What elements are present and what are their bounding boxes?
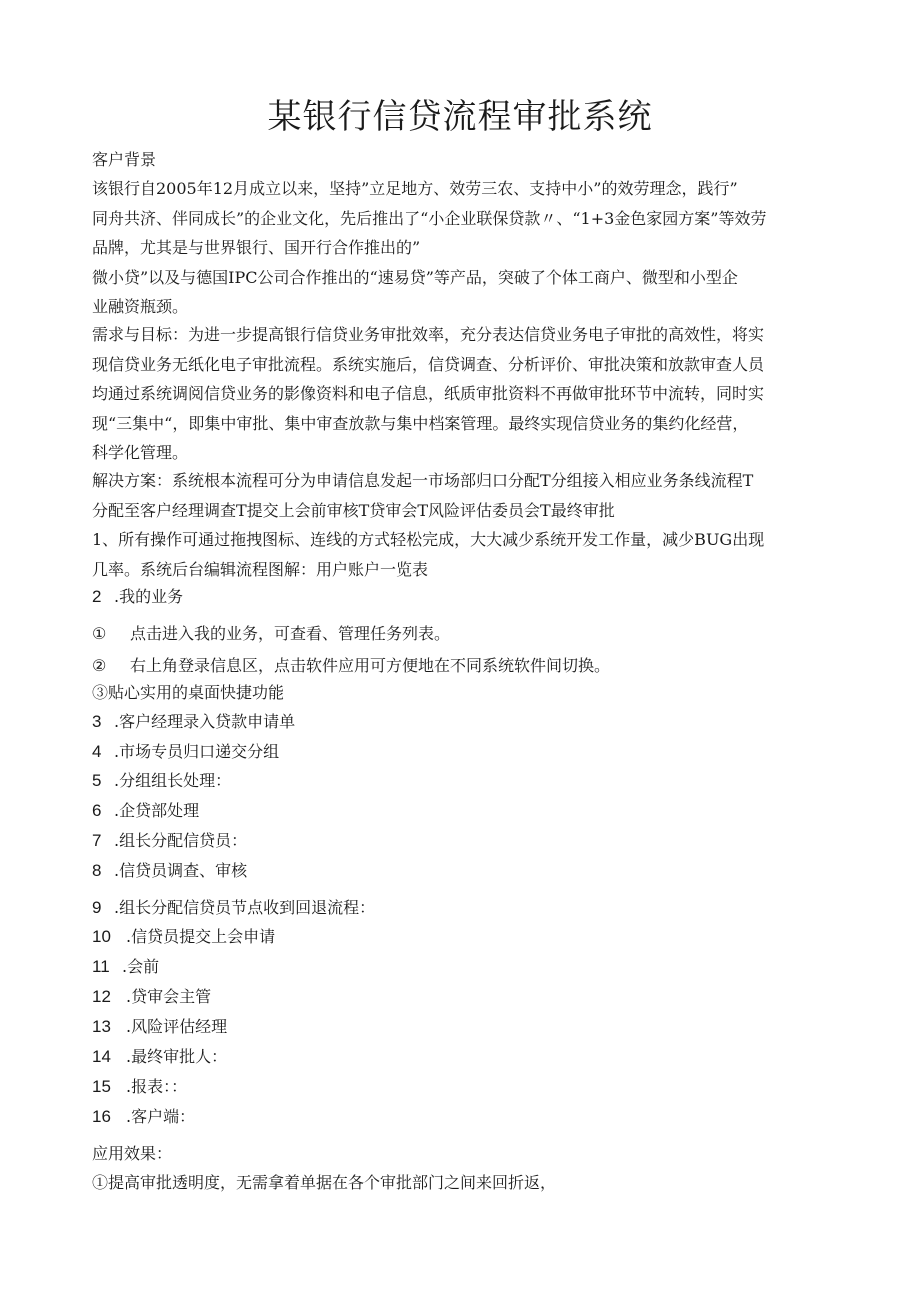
text-line: 均通过系统调阅信贷业务的影像资料和电子信息，纸质审批资料不再做审批环节中流转，同时实 bbox=[92, 384, 765, 403]
text-line: 该银行自2005年12月成立以来，坚持”立足地方、效劳三农、支持中小”的效劳理念，践行” bbox=[92, 179, 738, 198]
paragraph-solution bbox=[92, 466, 832, 525]
list-item: 8 .信贷员调查、审核 bbox=[92, 861, 248, 880]
text-line: 需求与目标：为进一步提高银行信贷业务审批效率，充分表达信贷业务电子审批的高效性，将实 bbox=[92, 325, 765, 344]
list-item: 9 .组长分配信贷员节点收到回退流程： bbox=[92, 898, 376, 917]
list-item: 13 .风险评估经理 bbox=[92, 1017, 228, 1036]
paragraph-requirements bbox=[92, 320, 832, 468]
text-line: 分配至客户经理调查T提交上会前审核T贷审会T风险评估委员会T最终审批 bbox=[92, 500, 615, 520]
text-line: 业融资瓶颈。 bbox=[92, 297, 189, 316]
text-line: 解决方案：系统根本流程可分为申请信息发起一市场部归口分配T分组接入相应业务条线流程T bbox=[92, 471, 754, 490]
paragraph-customer-background bbox=[92, 145, 832, 175]
list-item: 4 .市场专员归口递交分组 bbox=[92, 742, 280, 761]
list-item: 12 .贷审会主管 bbox=[92, 987, 212, 1006]
list-item: 2 .我的业务 bbox=[92, 587, 184, 606]
list-item: 16 .客户端： bbox=[92, 1107, 196, 1126]
document-title: 某银行信贷流程审批系统 bbox=[267, 97, 653, 137]
text-line: 几率。系统后台编辑流程图解：用户账户一览表 bbox=[92, 559, 429, 579]
text-line: 品牌，尤其是与世界银行、国开行合作推出的” bbox=[92, 238, 421, 257]
text-line: 现信贷业务无纸化电子审批流程。系统实施后，信贷调查、分析评价、审批决策和放款审查人员 bbox=[92, 354, 765, 374]
list-item: 11 .会前 bbox=[92, 957, 160, 976]
text-line: 1、所有操作可通过拖拽图标、连线的方式轻松完成，大大减少系统开发工作量，减少BUG出现 bbox=[92, 530, 765, 549]
list-item: 7 .组长分配信贷员： bbox=[92, 831, 248, 850]
list-item: 3 .客户经理录入贷款申请单 bbox=[92, 712, 296, 731]
list-item: 10 .信贷员提交上会申请 bbox=[92, 927, 276, 946]
text-line: 现“三集中“，即集中审批、集中审查放款与集中档案管理。最终实现信贷业务的集约化经营， bbox=[92, 413, 749, 433]
text-line: 客户背景 bbox=[92, 150, 157, 169]
effect-heading: 应用效果： bbox=[92, 1144, 173, 1163]
list-item: 5 .分组组长处理： bbox=[92, 771, 232, 790]
list-item: ② 右上角登录信息区，点击软件应用可方便地在不同系统软件间切换。 bbox=[92, 656, 611, 675]
list-item: 14 .最终审批人： bbox=[92, 1047, 228, 1066]
text-line: 微小贷”以及与德国IPC公司合作推出的“速易贷”等产品，突破了个体工商户、微型和小型企 bbox=[92, 267, 738, 287]
list-item: ③贴心实用的桌面快捷功能 bbox=[92, 683, 285, 702]
list-item: 6 .企贷部处理 bbox=[92, 801, 200, 820]
paragraph-bank-intro bbox=[92, 174, 832, 322]
list-item: 15 .报表：： bbox=[92, 1077, 188, 1096]
text-line: 科学化管理。 bbox=[92, 443, 189, 462]
list-item: ① 点击进入我的业务，可查看、管理任务列表。 bbox=[92, 624, 451, 643]
effect-line: ①提高审批透明度，无需拿着单据在各个审批部门之间来回折返， bbox=[92, 1173, 557, 1192]
text-line: 同舟共济、伴同成长”的企业文化，先后推出了“小企业联保贷款〃、“1+3金色家园方案”等效劳 bbox=[92, 208, 767, 228]
paragraph-point-1 bbox=[92, 525, 832, 584]
